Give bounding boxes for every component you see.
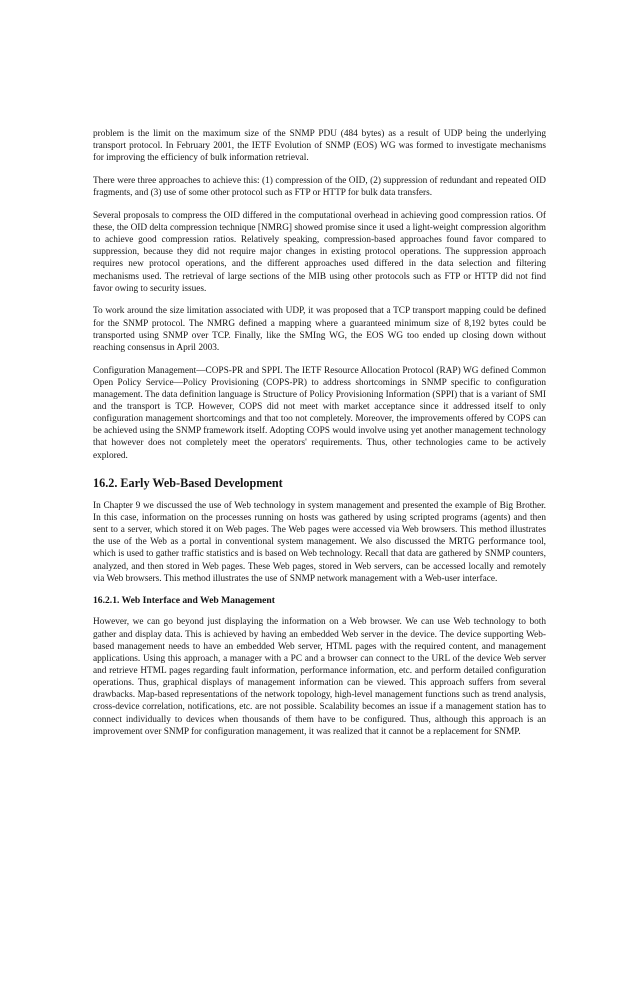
paragraph-early-web: In Chapter 9 we discussed the use of Web technology in system management and presented the example of Big Brother. In this case, information on the processes running on hosts was gathered by using scripted programs (agents) and then sent to a server, which stored it on Web pages. The Web pages were accessed via Web browsers. This method illustrates the use of the Web as a portal in conventional system management. We also discussed the MRTG performance tool, which is used to gather traffic statistics and is based on Web technology. Recall that data are gathered by SNMP counters, analyzed, and then stored in Web pages. These Web pages, stored in Web servers, can be accessed locally and remotely via Web browsers. This method illustrates the use of SNMP network management with a Web-user interface. xyxy=(93,500,546,584)
paragraph-oid-compression: Several proposals to compress the OID differed in the computational overhead in achieving good compression ratios. Of these, the OID delta compression technique [NMRG] showed promise since it used a light-weight compression algorithm to achieve good compression ratios. Relatively speaking, compression-based approaches found favor compared to suppression, because they did not require major changes in existing protocol operations. The suppression approach requires new protocol operations, and the different approaches used differed in the data selection and filtering mechanisms used. The retrieval of large sections of the MIB using other protocols such as FTP or HTTP did not find favor owing to security issues. xyxy=(93,210,546,294)
paragraph-web-interface: However, we can go beyond just displaying the information on a Web browser. We can use Web technology to both gather and display data. This is achieved by having an embedded Web server in the device. The device supporting Web-based management needs to have an embedded Web server, HTML pages with the required content, and management applications. Using this approach, a manager with a PC and a browser can connect to the URL of the device Web server and retrieve HTML pages regarding fault information, performance information, etc. and perform detailed configuration operations. Thus, graphical displays of management information can be viewed. This approach suffers from several drawbacks. Map-based representations of the network topology, high-level management functions such as trend analysis, cross-device correlation, notifications, etc. are not possible. Scalability becomes an issue if a management station has to connect individually to devices when thousands of them have to be configured. Thus, although this approach is an improvement over SNMP for configuration management, it was realized that it cannot be a replacement for SNMP. xyxy=(93,617,546,737)
subsection-heading: 16.2.1. Web Interface and Web Management xyxy=(93,595,275,607)
paragraph-cops-pr: Configuration Management—COPS-PR and SPPI. The IETF Resource Allocation Protocol (RAP) WG defined Common Open Policy Service—Policy Provisioning (COPS-PR) to address shortcomings in SNMP specific to configuration management. The data definition language is Structure of Policy Provisioning Information (SPPI) that is a variant of SMI and the transport is TCP. However, COPS did not meet with market acceptance since it addressed itself to only configuration management shortcomings and that too not completely. Moreover, the improvements offered by COPS can be achieved using the SNMP framework itself. Adopting COPS would involve using yet another management technology that however does not completely meet the operators' requirements. Thus, other technologies came to be actively explored. xyxy=(93,365,546,461)
section-heading: 16.2. Early Web-Based Development xyxy=(93,475,283,490)
paragraph-three-approaches: There were three approaches to achieve this: (1) compression of the OID, (2) suppression of redundant and repeated OID fragments, and (3) use of some other protocol such as FTP or HTTP for bulk data transfers. xyxy=(93,175,546,199)
paragraph-snmp-pdu-limit: problem is the limit on the maximum size of the SNMP PDU (484 bytes) as a result of UDP being the underlying transport protocol. In February 2001, the IETF Evolution of SNMP (EOS) WG was formed to investigate mechanisms for improving the efficiency of bulk information retrieval. xyxy=(93,129,546,164)
paragraph-tcp-transport: To work around the size limitation associated with UDP, it was proposed that a TCP transport mapping could be defined for the SNMP protocol. The NMRG defined a mapping where a guaranteed minimum size of 8,192 bytes could be transported using SNMP over TCP. Finally, like the SMIng WG, the EOS WG too ended up closing down without reaching consensus in April 2003. xyxy=(93,306,546,353)
book-page xyxy=(93,128,546,748)
